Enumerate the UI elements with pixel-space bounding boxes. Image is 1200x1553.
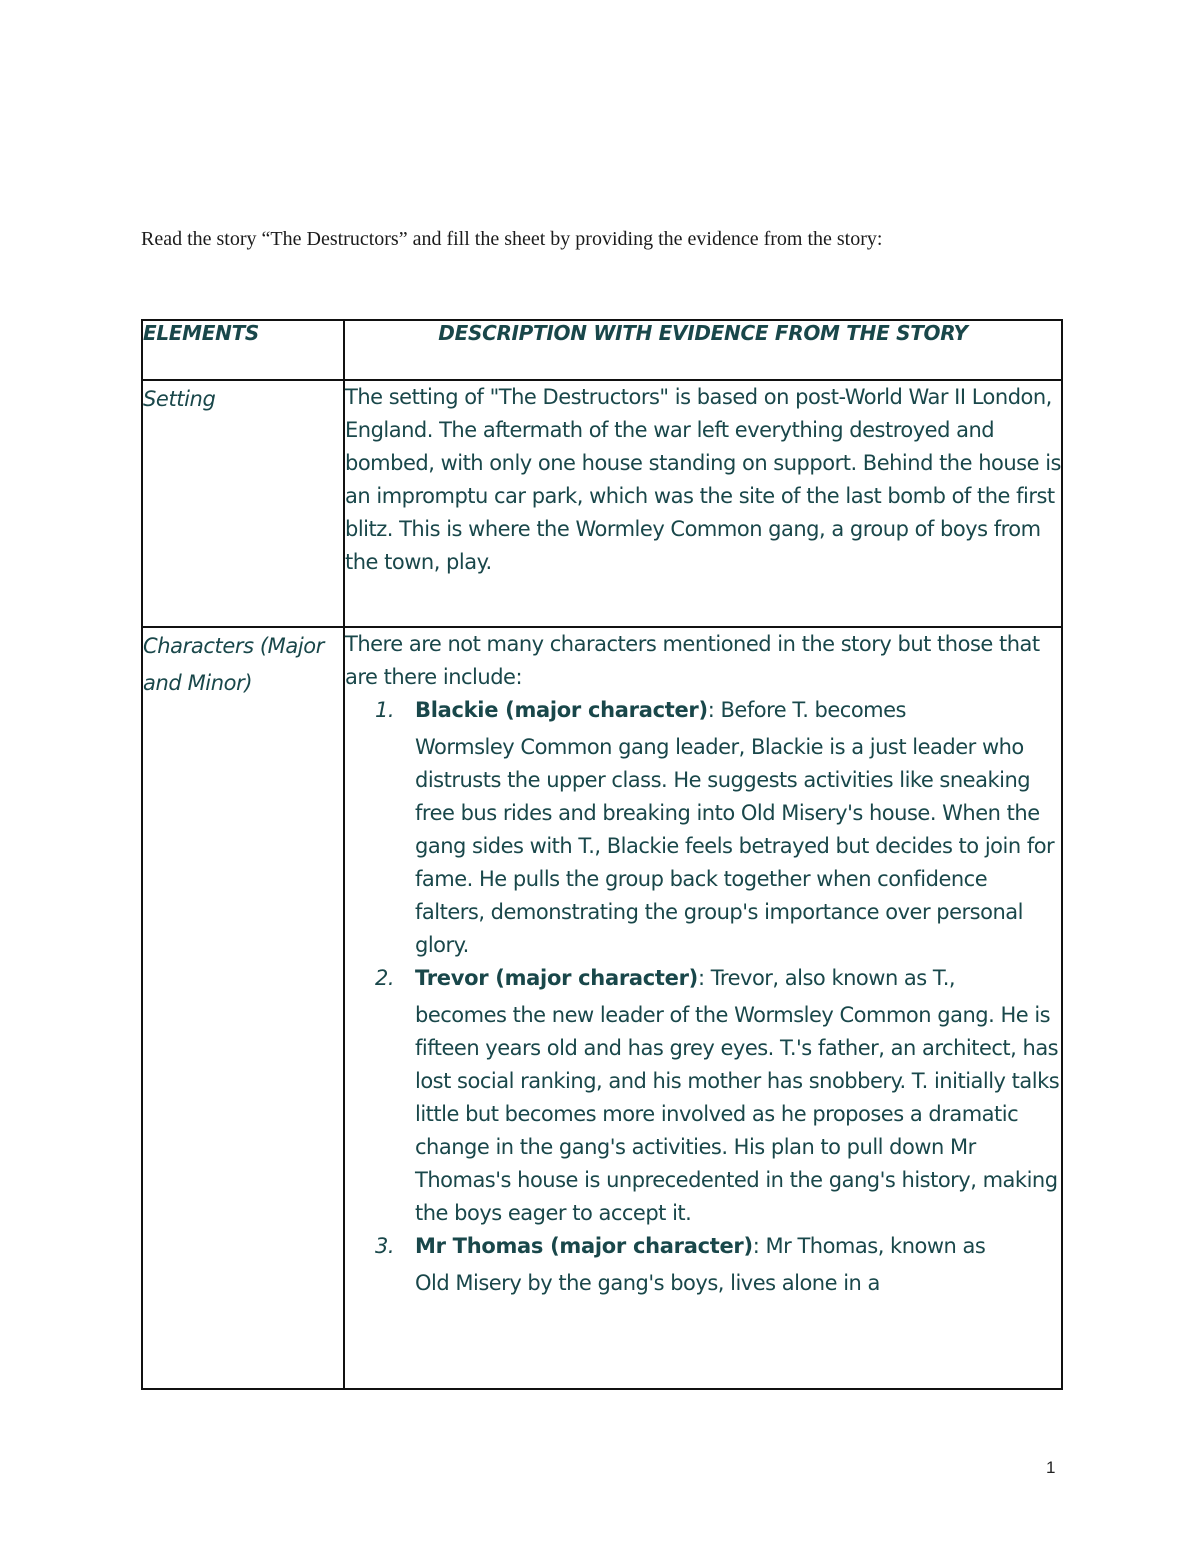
header-elements: ELEMENTS: [142, 320, 344, 380]
character-first-line: Trevor, also known as T.,: [704, 966, 956, 990]
character-description: becomes the new leader of the Wormsley Common gang. He is fifteen years old and has grey eyes. T.'s father, an architect, has lost social ranking, and his mother has snobbery. T. initially talks little but becomes more involved as he proposes a dramatic change in the gang's activities. His plan to pull down Mr Thomas's house is unprecedented in the gang's history, making the boys eager to accept it.: [415, 1003, 1060, 1225]
name-colon: :: [697, 966, 705, 990]
character-first-line: Mr Thomas, known as: [759, 1234, 986, 1258]
row-characters: [142, 627, 1062, 1389]
instruction-text: Read the story “The Destructors” and fill the sheet by providing the evidence from the story:: [141, 228, 883, 250]
name-colon: :: [707, 698, 715, 722]
description-characters: [344, 627, 1062, 1389]
setting-text: The setting of "The Destructors" is based on post-World War II London, England. The aftermath of the war left everything destroyed and bombed, with only one house standing on support. Behind the house is an impromptu car park, which was the site of the last bomb of the first blitz. This is where the Wormley Common gang, a group of boys from the town, play.: [345, 385, 1061, 574]
character-first-line: Before T. becomes: [714, 698, 907, 722]
description-setting: [344, 380, 1062, 627]
list-item: [345, 694, 1061, 962]
list-number: 2.: [375, 966, 395, 990]
character-name: Blackie (major character): [415, 698, 708, 722]
element-characters: Characters (Major and Minor): [142, 627, 344, 1389]
character-name: Mr Thomas (major character): [415, 1234, 753, 1258]
characters-intro: There are not many characters mentioned in the story but those that are there include:: [345, 632, 1040, 689]
list-item: [345, 1230, 1061, 1300]
page-number: 1: [1046, 1458, 1056, 1477]
list-item: [345, 962, 1061, 1230]
character-description: Old Misery by the gang's boys, lives alone in a: [415, 1271, 880, 1295]
row-setting: [142, 380, 1062, 627]
name-colon: :: [752, 1234, 760, 1258]
element-setting: Setting: [142, 380, 344, 627]
header-row: [142, 320, 1062, 380]
character-list: [345, 694, 1061, 1300]
list-number: 3.: [375, 1234, 395, 1258]
header-description: DESCRIPTION WITH EVIDENCE FROM THE STORY: [344, 320, 1062, 380]
worksheet-table: [141, 319, 1063, 1390]
character-name: Trevor (major character): [415, 966, 698, 990]
list-number: 1.: [375, 698, 395, 722]
character-description: Wormsley Common gang leader, Blackie is a just leader who distrusts the upper class. He suggests activities like sneaking free bus rides and breaking into Old Misery's house. When the gang sides with T., Blackie feels betrayed but decides to join for fame. He pulls the group back together when confidence falters, demonstrating the group's importance over personal glory.: [415, 735, 1055, 957]
